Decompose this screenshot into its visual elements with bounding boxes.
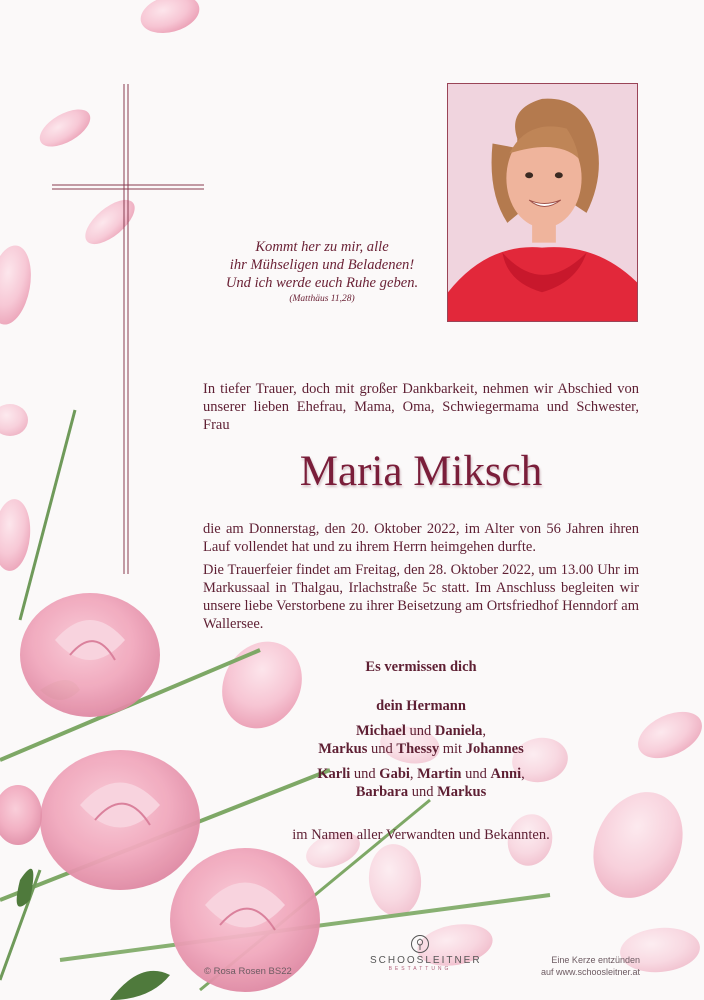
mourners-heading: Es vermissen dich xyxy=(365,659,477,675)
mourner-name: Daniela xyxy=(434,723,483,739)
mourner-punctuation: , xyxy=(521,766,525,782)
mourner-name: Karli xyxy=(317,766,351,782)
portrait-photo xyxy=(447,83,638,322)
mourner-line xyxy=(203,740,639,758)
mourner-husband: dein Hermann xyxy=(376,698,466,714)
mourner-line xyxy=(203,722,639,740)
intro-text: In tiefer Trauer, doch mit großer Dankbarkeit, nehmen wir Abschied von unserer lieben Ehefrau, Mama, Oma, Schwiegermama und Schwester, Frau xyxy=(203,381,639,433)
candle-text: Eine Kerze entzünden xyxy=(551,955,640,965)
mourner-punctuation: , xyxy=(482,723,487,739)
death-notice-paragraph: die am Donnerstag, den 20. Oktober 2022, im Alter von 56 Jahren ihren Lauf vollendet hat und zu ihrem Herrn heimgehen durfte. xyxy=(203,521,639,555)
mourner-line xyxy=(203,783,639,801)
bible-verse xyxy=(206,238,438,306)
mourner-conjunction: und xyxy=(408,784,438,800)
mourner-conjunction: und xyxy=(461,766,491,782)
mourner-name: Michael xyxy=(355,723,406,739)
mourner-name: Gabi xyxy=(379,766,410,782)
mourner-line xyxy=(203,765,639,783)
brand-name: SCHOOSLEITNER xyxy=(370,955,482,966)
deceased-name: Maria Miksch xyxy=(299,448,543,495)
verse-reference: (Matthäus 11,28) xyxy=(289,294,355,304)
mourner-conjunction: und xyxy=(405,723,435,739)
mourner-name: Johannes xyxy=(465,741,524,757)
brand-logo[interactable] xyxy=(370,934,482,972)
mourner-name: Barbara xyxy=(355,784,409,800)
candle-url: auf www.schoosleitner.at xyxy=(540,967,640,977)
mourner-name: Thessy xyxy=(396,741,440,757)
verse-line: Kommt her zu mir, alle xyxy=(255,239,389,255)
brand-subtitle: BESTATTUNG xyxy=(388,966,452,972)
mourner-name: Anni xyxy=(490,766,522,782)
mourner-conjunction: und xyxy=(350,766,380,782)
rose-logo-icon xyxy=(410,934,430,954)
mourner-name: Martin xyxy=(417,766,462,782)
mourner-name: Markus xyxy=(318,741,368,757)
mourner-name: Markus xyxy=(437,784,487,800)
candle-link[interactable] xyxy=(520,954,640,978)
mourner-conjunction: mit xyxy=(439,741,466,757)
copyright-text: © Rosa Rosen BS22 xyxy=(204,966,292,977)
mourners-closing: im Namen aller Verwandten und Bekannten. xyxy=(292,827,550,843)
funeral-info-paragraph: Die Trauerfeier findet am Freitag, den 28. Oktober 2022, um 13.00 Uhr im Markussaal in Thalgau, Irlachstraße 5c statt. Im Anschluss begleiten wir unsere liebe Verstorbene zu ihrer Beisetzung am Ortsfriedhof Henndorf am Wallersee. xyxy=(203,562,639,632)
mourner-punctuation: , xyxy=(409,766,418,782)
mourners-list xyxy=(203,658,639,844)
verse-line: ihr Mühseligen und Beladenen! xyxy=(229,257,415,273)
mourner-conjunction: und xyxy=(367,741,397,757)
cross-icon xyxy=(52,84,204,574)
verse-line: Und ich werde euch Ruhe geben. xyxy=(225,275,419,291)
